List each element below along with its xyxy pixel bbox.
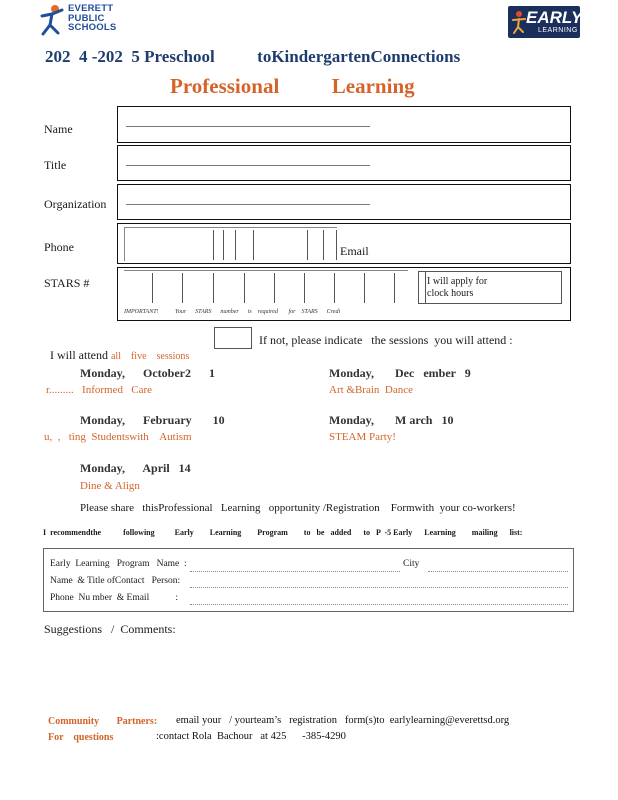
attendance-line xyxy=(44,333,189,363)
title-label: Title xyxy=(44,158,67,172)
stars-label: STARS # xyxy=(44,276,90,290)
name-underline xyxy=(126,126,370,127)
title-field[interactable] xyxy=(117,145,571,181)
early-learning-logo xyxy=(508,6,583,38)
share-text: Please share thisProfessional Learning opportunity /Registration Formwith your co-workers! xyxy=(80,502,516,514)
session-5-date: Monday, April 14 xyxy=(80,461,191,475)
community-partners-text: email your / yourteam’s registration form(s)to earlylearning@everettsd.org xyxy=(176,715,510,726)
logo-line-1: EVERETT xyxy=(68,3,114,14)
session-2-date: Monday, Dec ember 9 xyxy=(329,366,471,380)
phone-label: Phone xyxy=(44,240,74,254)
comments-area[interactable] xyxy=(44,640,574,702)
contact-input[interactable] xyxy=(190,587,568,588)
contact-label: Name & Title ofContact Person: xyxy=(50,576,181,586)
city-input[interactable] xyxy=(428,571,568,572)
page-title: Professional Learning xyxy=(170,74,415,98)
all-sessions-text: all five sessions xyxy=(110,351,190,362)
stars-field xyxy=(117,267,571,321)
organization-field[interactable] xyxy=(117,184,571,220)
session-4-topic[interactable]: STEAM Party! xyxy=(329,431,396,443)
everett-public-schools-logo xyxy=(38,2,138,38)
logo-line-2: PUBLIC xyxy=(68,12,105,24)
organization-label: Organization xyxy=(44,197,107,211)
program-name-input[interactable] xyxy=(190,571,400,572)
questions-contact: :contact Rola Bachour at 425 -385-4290 xyxy=(156,731,346,742)
stars-required-note: IMPORTANT! Your STARS number is required for STARS Credi xyxy=(124,309,341,315)
session-1-date: Monday, October2 1 xyxy=(80,366,215,380)
session-5-topic[interactable]: Dine & Align xyxy=(80,480,140,492)
clock-hours-line-2: clock hours xyxy=(427,288,474,299)
clock-hours-checkbox[interactable] xyxy=(421,272,426,303)
email-label: Email xyxy=(340,244,369,258)
if-not-text: If not, please indicate the sessions you will attend : xyxy=(259,333,513,347)
figure-icon xyxy=(511,10,527,34)
all-sessions-checkbox[interactable] xyxy=(214,327,252,349)
learning-logo-text: LEARNING xyxy=(538,27,578,34)
phone-input[interactable] xyxy=(124,227,337,261)
phone-email-input[interactable] xyxy=(190,604,568,605)
clock-hours-line-1: I will apply for xyxy=(427,276,488,287)
phone-email-label: Phone Nu mber & Email : xyxy=(50,593,178,603)
session-4-date: Monday, M arch 10 xyxy=(329,413,454,427)
questions-label: For questions xyxy=(48,732,114,743)
person-figure-icon xyxy=(38,4,66,36)
session-3-date: Monday, February 10 xyxy=(80,413,225,427)
comments-label: Suggestions / Comments: xyxy=(44,622,176,636)
community-partners-label: Community Partners: xyxy=(48,716,158,727)
session-2-topic[interactable]: Art &Brain Dance xyxy=(329,384,413,396)
clock-hours-box[interactable] xyxy=(418,271,562,304)
name-field[interactable] xyxy=(117,106,571,143)
title-underline xyxy=(126,165,370,166)
name-label: Name xyxy=(44,122,73,136)
organization-underline xyxy=(126,204,370,205)
stars-number-input[interactable] xyxy=(124,270,408,307)
recommend-box xyxy=(43,548,574,612)
program-title: 202 4 -202 5 Preschool toKindergartenConnections xyxy=(45,47,461,66)
early-logo-text: EARLY xyxy=(526,8,583,27)
session-3-topic[interactable]: u, , ting Studentswith Autism xyxy=(44,431,192,443)
phone-email-field xyxy=(117,223,571,264)
attend-prefix: I will attend xyxy=(50,348,111,362)
session-1-topic[interactable]: r......... Informed Care xyxy=(46,384,152,396)
city-label: City xyxy=(403,559,420,569)
recommend-intro: I recommendthe following Early Learning Program to be added to P -5 Early Learning mailing list: xyxy=(43,528,523,537)
logo-line-3: SCHOOLS xyxy=(68,22,117,33)
program-name-label: Early Learning Program Name : xyxy=(50,559,187,569)
